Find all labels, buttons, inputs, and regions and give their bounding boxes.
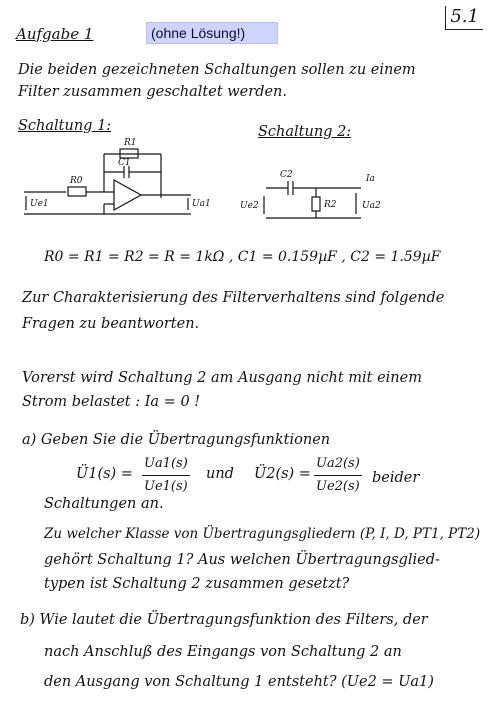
formula1-numerator: Ua1(s): [144, 456, 188, 471]
formula2-numerator: Ua2(s): [316, 456, 360, 471]
question-a-line-3: Schaltungen an.: [44, 496, 164, 512]
formula1-fraction-bar: [142, 475, 190, 476]
question-b-line-1: b) Wie lautet die Übertragungsfunktion des Filters, der: [20, 612, 428, 628]
assumption-line-2: Strom belastet : Ia = 0 !: [22, 394, 201, 410]
question-a-line-5: gehört Schaltung 1? Aus welchen Übertragungsglied-: [44, 552, 440, 568]
circuit2-heading: Schaltung 2:: [258, 124, 352, 140]
und-word: und: [206, 466, 234, 482]
exercise-title: Aufgabe 1: [16, 25, 94, 43]
characterize-line-1: Zur Charakterisierung des Filterverhaltens sind folgende: [22, 290, 445, 306]
ia-label: Ia: [366, 174, 375, 184]
r0-resistor: [68, 187, 86, 196]
r2-resistor: [312, 197, 320, 211]
circuit1-heading: Schaltung 1:: [18, 118, 112, 134]
ua2-label: Ua2: [362, 201, 381, 211]
component-values: R0 = R1 = R2 = R = 1kΩ , C1 = 0.159µF , C2 = 1.59µF: [44, 249, 441, 265]
question-b-line-2: nach Anschluß des Eingangs von Schaltung 2 an: [44, 644, 402, 660]
ua1-label: Ua1: [192, 199, 211, 209]
intro-line-1: Die beiden gezeichneten Schaltungen sollen zu einem: [18, 62, 416, 78]
assumption-line-1: Vorerst wird Schaltung 2 am Ausgang nicht mit einem: [22, 370, 422, 386]
r1-label: R1: [124, 138, 137, 148]
characterize-line-2: Fragen zu beantworten.: [22, 316, 200, 332]
ue2-label: Ue2: [240, 201, 259, 211]
r2-label: R2: [324, 200, 337, 210]
question-a-line-6: typen ist Schaltung 2 zusammen gesetzt?: [44, 576, 350, 592]
r0-label: R0: [70, 176, 83, 186]
question-a-line-1: a) Geben Sie die Übertragungsfunktionen: [22, 432, 331, 448]
formula1-denominator: Ue1(s): [144, 479, 188, 494]
formula1-lhs: Ü1(s) =: [76, 466, 133, 482]
beider-word: beider: [372, 470, 420, 486]
c2-label: C2: [280, 170, 293, 180]
opamp-triangle: [114, 180, 141, 210]
circuit2-diagram: [236, 166, 396, 226]
formula2-denominator: Ue2(s): [316, 479, 360, 494]
question-a-line-4: Zu welcher Klasse von Übertragungsgliedern (P, I, D, PT1, PT2): [44, 526, 481, 542]
formula2-fraction-bar: [314, 475, 362, 476]
ue1-label: Ue1: [30, 199, 49, 209]
intro-line-2: Filter zusammen geschaltet werden.: [18, 84, 288, 100]
circuit1-diagram: [16, 134, 226, 224]
formula2-lhs: Ü2(s) =: [254, 466, 311, 482]
question-b-line-3: den Ausgang von Schaltung 1 entsteht? (Ue2 = Ua1): [44, 674, 434, 690]
page-number: 5.1: [445, 6, 483, 30]
note-badge: (ohne Lösung!): [146, 22, 278, 44]
c1-label: C1: [118, 158, 131, 168]
